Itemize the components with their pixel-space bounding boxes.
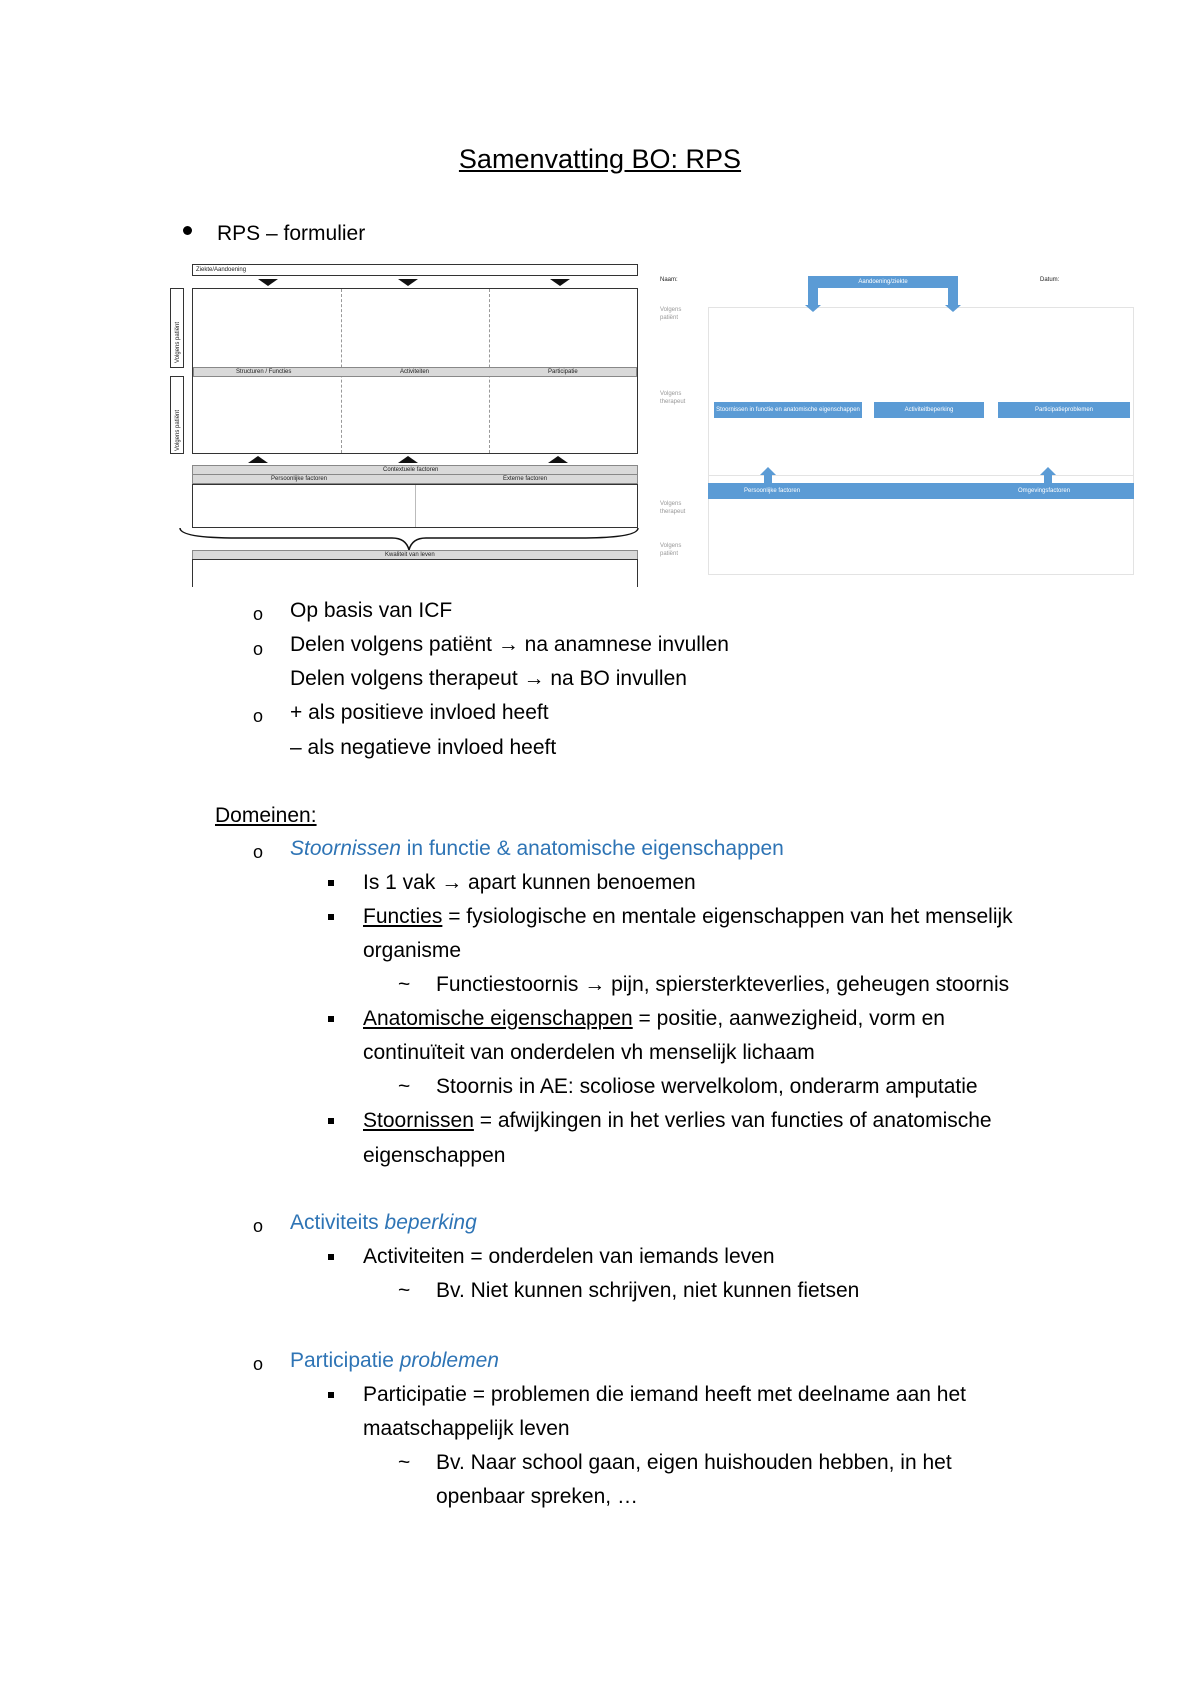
list-item: Op basis van ICF [290, 599, 453, 622]
bullet-circle: o [253, 1216, 264, 1236]
list-item: – als negatieve invloed heeft [290, 736, 557, 759]
list-text: na anamnese invullen [524, 633, 729, 656]
list-item: Stoornis in AE: scoliose wervelkolom, onderarm amputatie [436, 1075, 978, 1098]
bar-impairments: Stoornissen in functie en anatomische eigenschappen [714, 402, 862, 418]
arrow-stem [1044, 475, 1052, 483]
list-item-continued: openbaar spreken, … [436, 1485, 638, 1508]
arrow-stem [764, 475, 772, 483]
bullet-square [328, 1016, 334, 1022]
date-label: Datum: [1040, 277, 1060, 283]
context-label: Contextuele factoren [383, 467, 439, 473]
arrow-right-icon: → [497, 633, 519, 656]
personal-factors-label: Persoonlijke factoren [271, 476, 328, 482]
bullet-square [328, 1392, 334, 1398]
rps-form-diagram [658, 265, 1136, 583]
arrow-down-icon [945, 305, 961, 312]
arrow-down-icon [398, 279, 418, 286]
list-text: na BO invullen [550, 667, 687, 690]
term: Anatomische eigenschappen [363, 1007, 633, 1030]
name-label: Naam: [660, 277, 678, 283]
side-box-patient [170, 288, 184, 368]
list-text: Is 1 vak [363, 871, 442, 894]
bullet-circle: o [253, 1354, 264, 1374]
arrow-up-icon [248, 456, 268, 463]
bullet-square [328, 1254, 334, 1260]
factors-divider [415, 485, 416, 527]
domain-title-italic: beperking [384, 1211, 477, 1234]
arrow-right-icon: → [523, 667, 545, 690]
left-label-patient: Volgens patiënt [660, 307, 682, 321]
arrow-up-icon [760, 467, 776, 475]
bullet-circle: o [253, 639, 264, 659]
bullet-circle: o [253, 604, 264, 624]
arrow-down-icon [258, 279, 278, 286]
list-item-continued: continuïteit van onderdelen vh menselijk lichaam [363, 1041, 815, 1064]
list-item: Participatie = problemen die iemand heeft met deelname aan het [363, 1383, 966, 1406]
side-label-therapist: Volgens patiënt [175, 409, 181, 451]
bullet-square [328, 880, 334, 886]
tilde-bullet: ~ [398, 1075, 411, 1098]
band-label: Activiteiten [400, 369, 430, 375]
list-item-continued: maatschappelijk leven [363, 1417, 570, 1440]
bullet-dot [183, 226, 192, 235]
domain-title-rest: in functie & anatomische eigenschappen [400, 837, 784, 860]
list-item [290, 634, 729, 655]
bar-participation: Participatieproblemen [998, 402, 1130, 418]
list-text: Delen volgens patiënt [290, 633, 492, 656]
domains-heading: Domeinen: [215, 804, 317, 827]
arrow-up-icon [1040, 467, 1056, 475]
diagram-main-grid [192, 288, 638, 454]
term: Stoornissen [363, 1109, 474, 1132]
arrow-down-icon [805, 305, 821, 312]
bar-personal-factors: Persoonlijke factoren [744, 488, 801, 494]
list-item [363, 872, 696, 893]
list-text: Functiestoornis [436, 973, 585, 996]
list-item [436, 974, 1009, 995]
arrow-right-icon: → [441, 871, 463, 894]
list-text: Delen volgens therapeut [290, 667, 518, 690]
bracket-left [808, 276, 818, 306]
band-label: Participatie [548, 369, 578, 375]
bar-activity: Activiteitbeperking [874, 402, 984, 418]
arrow-down-icon [550, 279, 570, 286]
domain-title-plain: Participatie [290, 1349, 400, 1372]
domain-title-plain: Activiteits [290, 1211, 385, 1234]
bullet-square [328, 1118, 334, 1124]
list-text: apart kunnen benoemen [462, 871, 696, 894]
domain-title-italic: Stoornissen [290, 837, 401, 860]
definition: = afwijkingen in het verlies van functies of anatomische [473, 1109, 992, 1132]
top-bar-disease: Aandoening/ziekte [808, 276, 958, 288]
factors-box [192, 484, 638, 528]
domain-title-participation [290, 1350, 499, 1371]
side-label-patient: Volgens patiënt [175, 321, 181, 363]
domain-band [193, 367, 637, 377]
list-item [363, 906, 1013, 927]
arrow-up-icon [548, 456, 568, 463]
list-text: pijn, spiersterkteverlies, geheugen stoornis [605, 973, 1010, 996]
page-title: Samenvatting BO: RPS [458, 144, 742, 174]
list-item: Bv. Naar school gaan, eigen huishouden hebben, in het [436, 1451, 952, 1474]
list-item: Bv. Niet kunnen schrijven, niet kunnen fietsen [436, 1279, 860, 1302]
list-item [363, 1008, 945, 1029]
arrow-right-icon: → [584, 973, 606, 996]
definition: = positie, aanwezigheid, vorm en [632, 1007, 945, 1030]
bullet-circle: o [253, 706, 264, 726]
bullet-circle: o [253, 842, 264, 862]
list-item: Activiteiten = onderdelen van iemands leven [363, 1245, 775, 1268]
form-area [708, 307, 1134, 575]
domain-title-italic: problemen [399, 1349, 499, 1372]
list-item [363, 1110, 992, 1131]
domain-title-impairments [290, 838, 784, 859]
domain-title-activity [290, 1212, 477, 1233]
tilde-bullet: ~ [398, 1279, 411, 1302]
diagram-top-label: Ziekte/Aandoening [196, 267, 247, 273]
definition: = fysiologische en mentale eigenschappen van het menselijk [442, 905, 1013, 928]
list-item: + als positieve invloed heeft [290, 701, 549, 724]
list-item [290, 668, 687, 689]
tilde-bullet: ~ [398, 1451, 411, 1474]
list-item-continued: eigenschappen [363, 1144, 506, 1167]
band-label: Structuren / Functies [236, 369, 292, 375]
diagram-top-box [192, 264, 638, 276]
quality-box [192, 559, 638, 587]
left-label-therapist: Volgens therapeut [660, 391, 686, 405]
left-label-therapist: Volgens therapeut [660, 501, 686, 515]
bar-environment-factors: Omgevingsfactoren [1018, 488, 1071, 494]
bullet-square [328, 914, 334, 920]
quality-label: Kwaliteit van leven [385, 552, 435, 558]
side-box-therapist [170, 376, 184, 454]
icf-diagram [170, 258, 640, 588]
section-label: RPS – formulier [217, 222, 366, 245]
left-label-patient: Volgens patiënt [660, 543, 682, 557]
list-item-continued: organisme [363, 939, 462, 962]
arrow-up-icon [398, 456, 418, 463]
factors-band [192, 474, 638, 484]
bottom-bar [708, 483, 1134, 499]
bracket-right [948, 276, 958, 306]
tilde-bullet: ~ [398, 973, 411, 996]
external-factors-label: Externe factoren [503, 476, 548, 482]
term: Functies [363, 905, 443, 928]
